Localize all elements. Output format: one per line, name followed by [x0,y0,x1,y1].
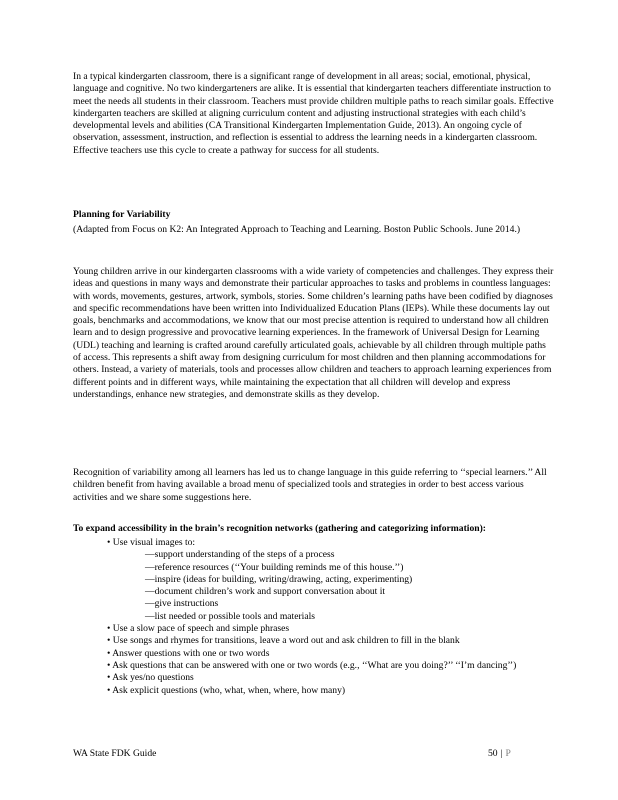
sub-list-item: —inspire (ideas for building, writing/drawing, acting, experimenting) [145,573,413,585]
sub-list-item: —list needed or possible tools and materials [145,610,315,622]
recognition-paragraph: Recognition of variability among all learners has led us to change language in this guide referring to ‘‘special learners.’’ All children benefit from having available a broad menu of specialized tools and strategies in order to best access various activities and we share some suggestions here. [73,467,547,503]
sub-list-item: —document children’s work and support conversation about it [145,586,386,598]
sub-list-item: —reference resources (‘‘Your building reminds me of this house.’’) [145,561,404,573]
intro-paragraph: In a typical kindergarten classroom, there is a significant range of development in all areas; social, emotional, physical, language and cognitive. No two kindergarteners are alike. It is essential that kindergarten teachers differentiate instruction to meet the needs all students in their classroom. Teachers must provide children multiple paths to reach similar goals. Effective kindergarten teachers are skilled at aligning curriculum content and adjusting instructional strategies with each child’s developmental levels and abilities (CA Transitional Kindergarten Implementation Guide, 2013). An ongoing cycle of observation, assessment, instruction, and reflection is essential to address the learning needs in a kindergarten classroom. Effective teachers use this cycle to create a pathway for success for all students. [73,71,554,156]
page-number: 50 [488,748,498,759]
list-item: • Ask explicit questions (who, what, when, where, how many) [107,684,346,696]
footer-title: WA State FDK Guide [73,748,157,759]
section-heading: Planning for Variability [73,209,171,220]
list-item: • Ask questions that can be answered with one or two words (e.g., ‘‘What are you doing?’’ ‘‘I’m dancing’’) [107,659,517,671]
list-item: • Answer questions with one or two words [107,647,270,659]
list-item: • Ask yes/no questions [107,672,194,684]
list-item: • Use songs and rhymes for transitions, leave a word out and ask children to fill in the blank [107,635,460,647]
list-item: • Use visual images to: [107,537,196,548]
adapted-citation: (Adapted from Focus on K2: An Integrated Approach to Teaching and Learning. Boston Public Schools. June 2014.) [73,224,521,235]
list-item: • Use a slow pace of speech and simple phrases [107,623,290,635]
accessibility-heading: To expand accessibility in the brain’s recognition networks (gathering and categorizing information): [73,523,486,534]
page-label: P [505,748,511,759]
page-separator: | [500,748,503,759]
strategy-list [107,537,557,697]
footer-page-number [488,748,511,759]
variability-paragraph: Young children arrive in our kindergarten classrooms with a wide variety of competencies and challenges. They express their ideas and questions in many ways and demonstrate their particular approaches to tasks and problems in countless languages: with words, movements, gestures, artwork, symbols, stories. Some children’s learning paths have been codified by diagnoses and specific recommendations have been written into Individualized Education Plans (IEPs). While these documents lay out goals, benchmarks and accommodations, we know that our most precise attention is required to understand how all children learn and to design progressive and provocative learning experiences. In the framework of Universal Design for Learning (UDL) teaching and learning is crafted around carefully articulated goals, achievable by all children through multiple paths of access. This represents a shift away from designing curriculum for most children and then planning accommodations for others. Instead, a variety of materials, tools and processes allow children and teachers to approach learning experiences from different points and in different ways, while maintaining the expectation that all children will develop and express understandings, enhance new strategies, and demonstrate skills as they develop. [73,266,554,400]
sub-list-item: —support understanding of the steps of a process [145,549,335,561]
sub-list-item: —give instructions [145,598,219,610]
